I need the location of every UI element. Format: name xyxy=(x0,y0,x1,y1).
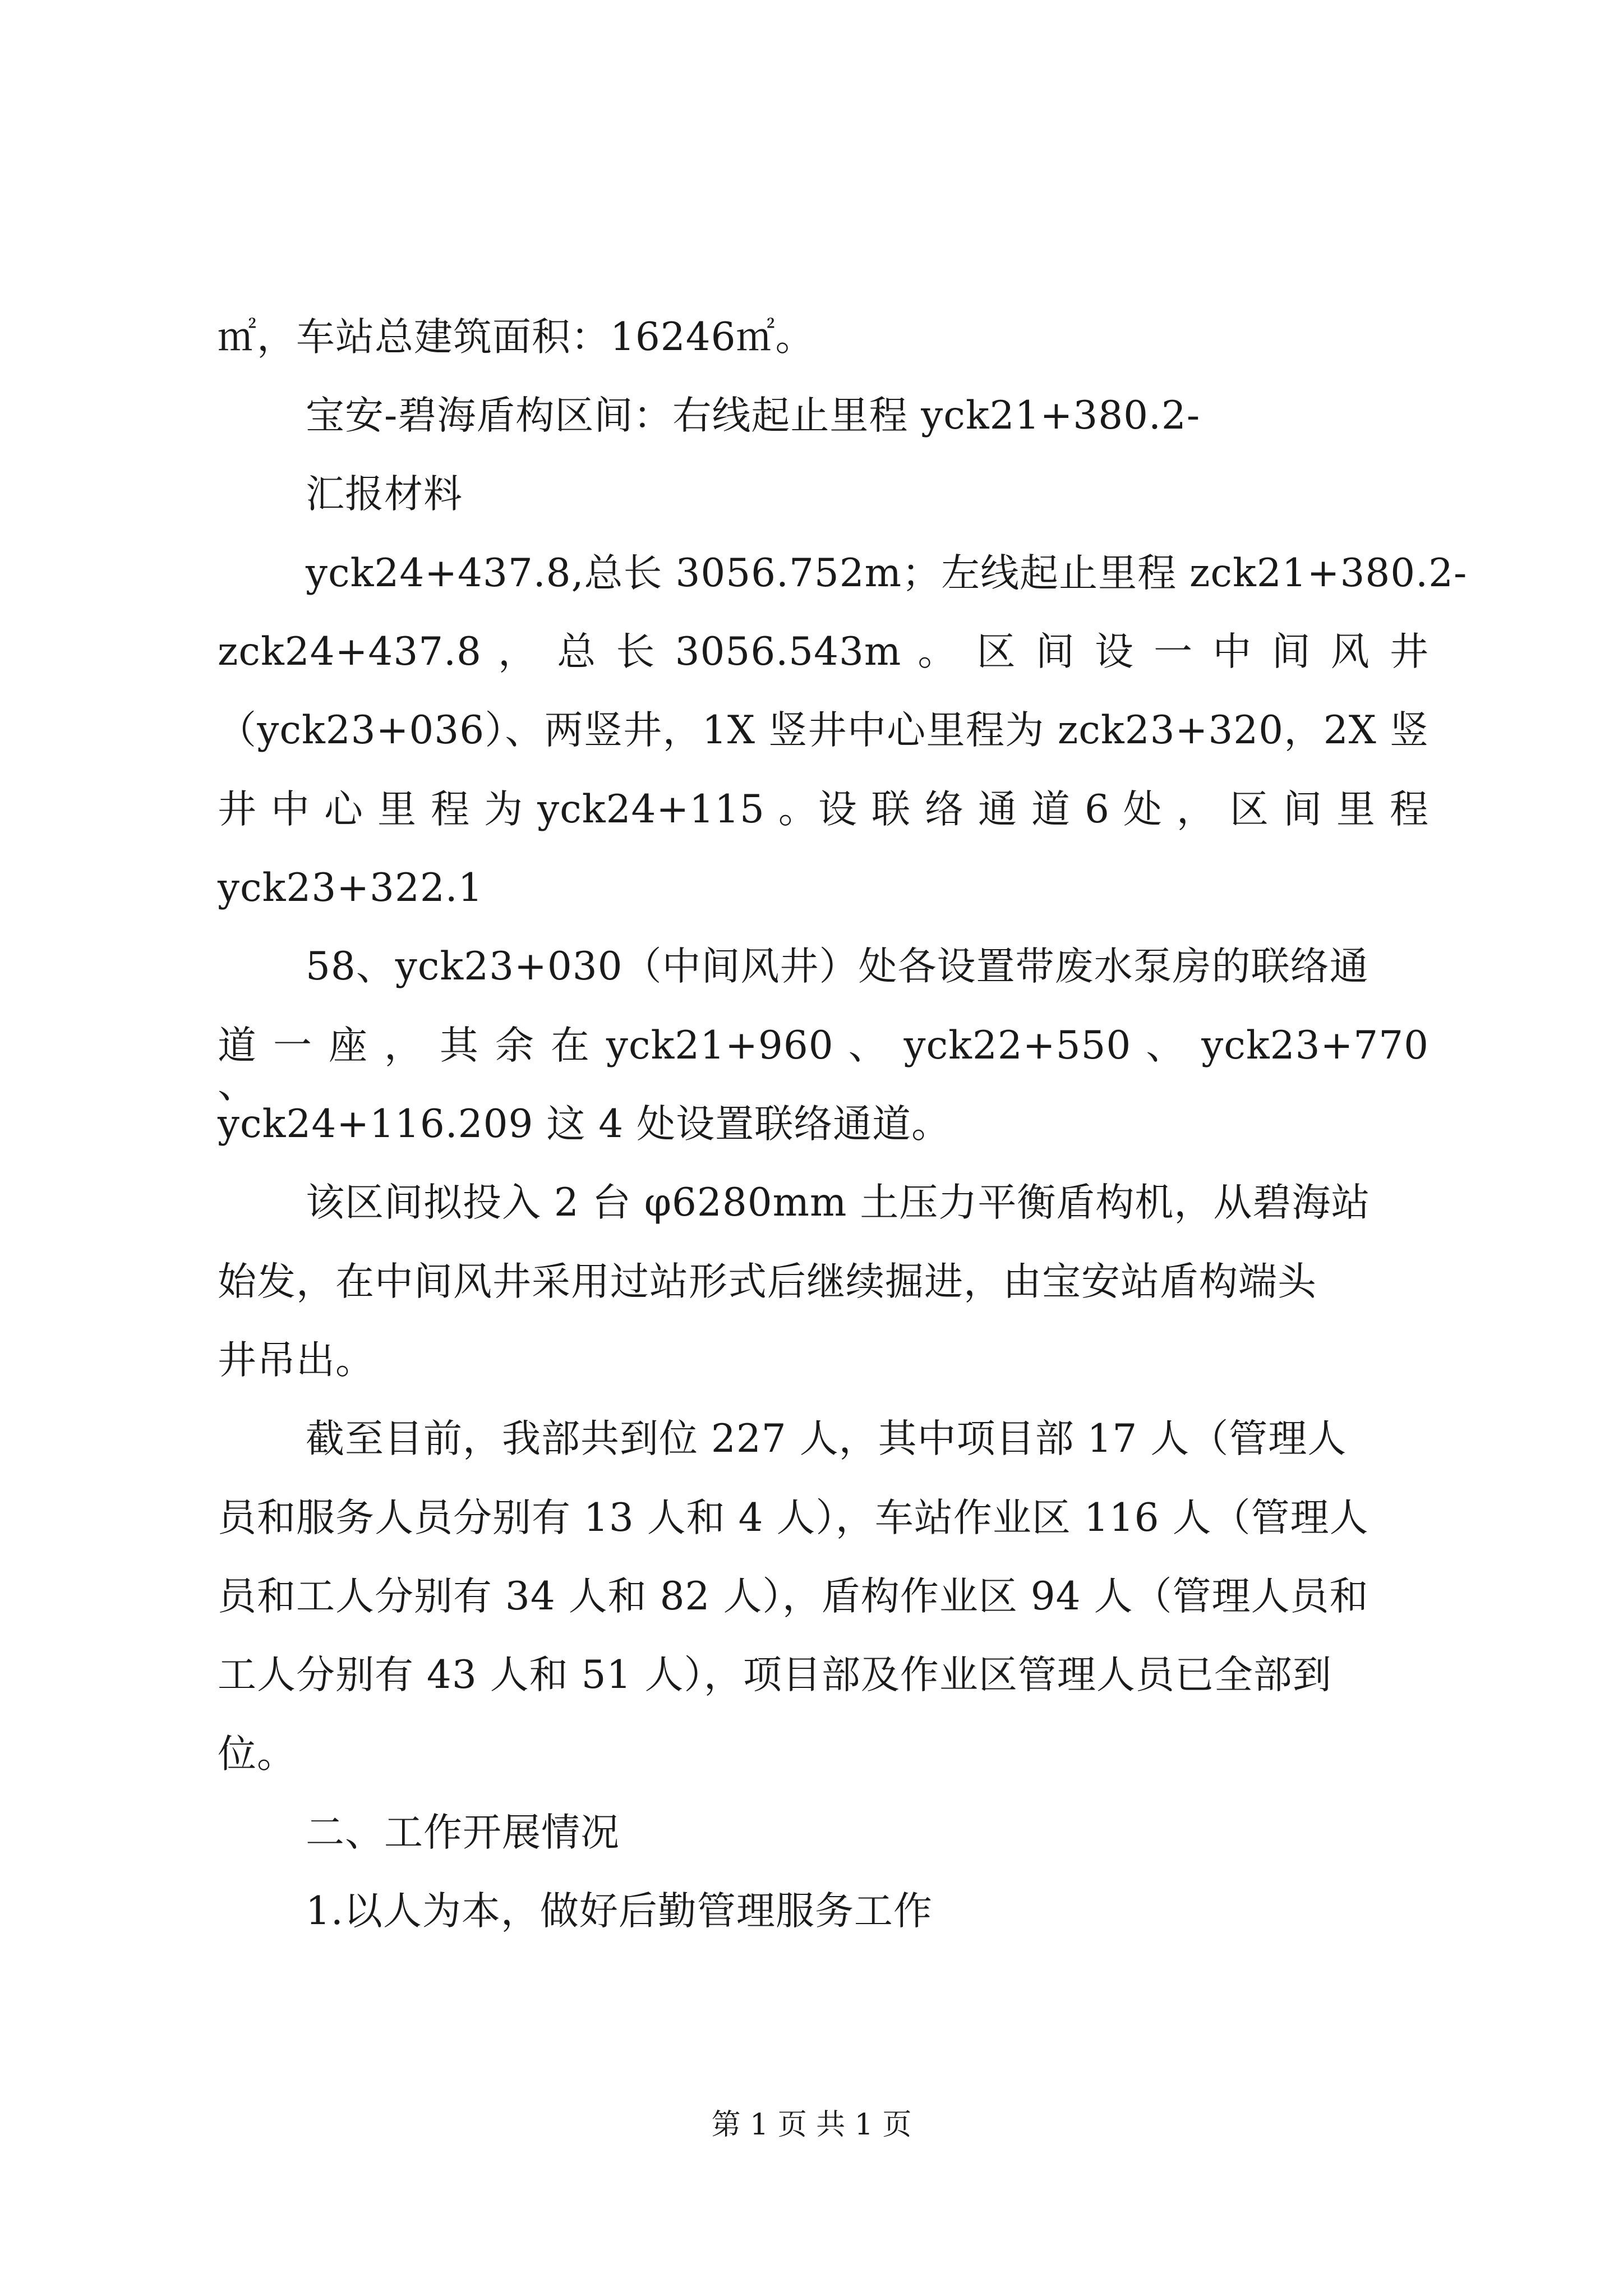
text-line-9: 58、yck23+030（中间风井）处各设置带废水泵房的联络通 xyxy=(306,944,1369,989)
text-line-2: 宝安-碧海盾构区间：右线起止里程 yck21+380.2- xyxy=(306,393,1201,438)
text-line-16: 员和服务人员分别有 13 人和 4 人），车站作业区 116 人（管理人 xyxy=(218,1496,1369,1540)
text-line-3: 汇报材料 xyxy=(306,472,463,517)
text-line-5: zck24+437.8 ， 总 长 3056.543m 。 区 间 设 一 中 间 风 井 xyxy=(218,629,1429,674)
text-line-4: yck24+437.8,总长 3056.752m；左线起止里程 zck21+380.2- xyxy=(306,551,1468,596)
page-footer: 第 1 页 共 1 页 xyxy=(711,2108,912,2142)
text-line-13: 始发，在中间风井采用过站形式后继续掘进，由宝安站盾构端头 xyxy=(218,1259,1317,1304)
text-line-10: 道 一 座 ， 其 余 在 yck21+960 、 yck22+550 、 yck23+770 、 xyxy=(218,1023,1429,1107)
text-line-17: 员和工人分别有 34 人和 82 人），盾构作业区 94 人（管理人员和 xyxy=(218,1574,1369,1619)
text-line-7: 井 中 心 里 程 为 yck24+115 。设 联 络 通 道 6 处 ， 区 间 里 程 xyxy=(218,787,1429,832)
text-line-18: 工人分别有 43 人和 51 人），项目部及作业区管理人员已全部到 xyxy=(218,1653,1332,1697)
text-line-11: yck24+116.209 这 4 处设置联络通道。 xyxy=(218,1102,951,1147)
text-line-15: 截至目前，我部共到位 227 人，其中项目部 17 人（管理人 xyxy=(306,1416,1347,1461)
text-line-6: （yck23+036）、两竖井，1X 竖井中心里程为 zck23+320，2X 竖 xyxy=(218,708,1429,753)
text-line-12: 该区间拟投入 2 台 φ6280mm 土压力平衡盾构机，从碧海站 xyxy=(306,1180,1371,1225)
section-heading: 二、工作开展情况 xyxy=(306,1810,620,1855)
subsection-heading: 1.以人为本，做好后勤管理服务工作 xyxy=(306,1889,933,1934)
text-line-8: yck23+322.1 xyxy=(218,866,483,910)
text-line-1: ㎡，车站总建筑面积：16246㎡。 xyxy=(218,315,815,360)
text-line-19: 位。 xyxy=(218,1732,296,1777)
text-line-14: 井吊出。 xyxy=(218,1338,375,1383)
